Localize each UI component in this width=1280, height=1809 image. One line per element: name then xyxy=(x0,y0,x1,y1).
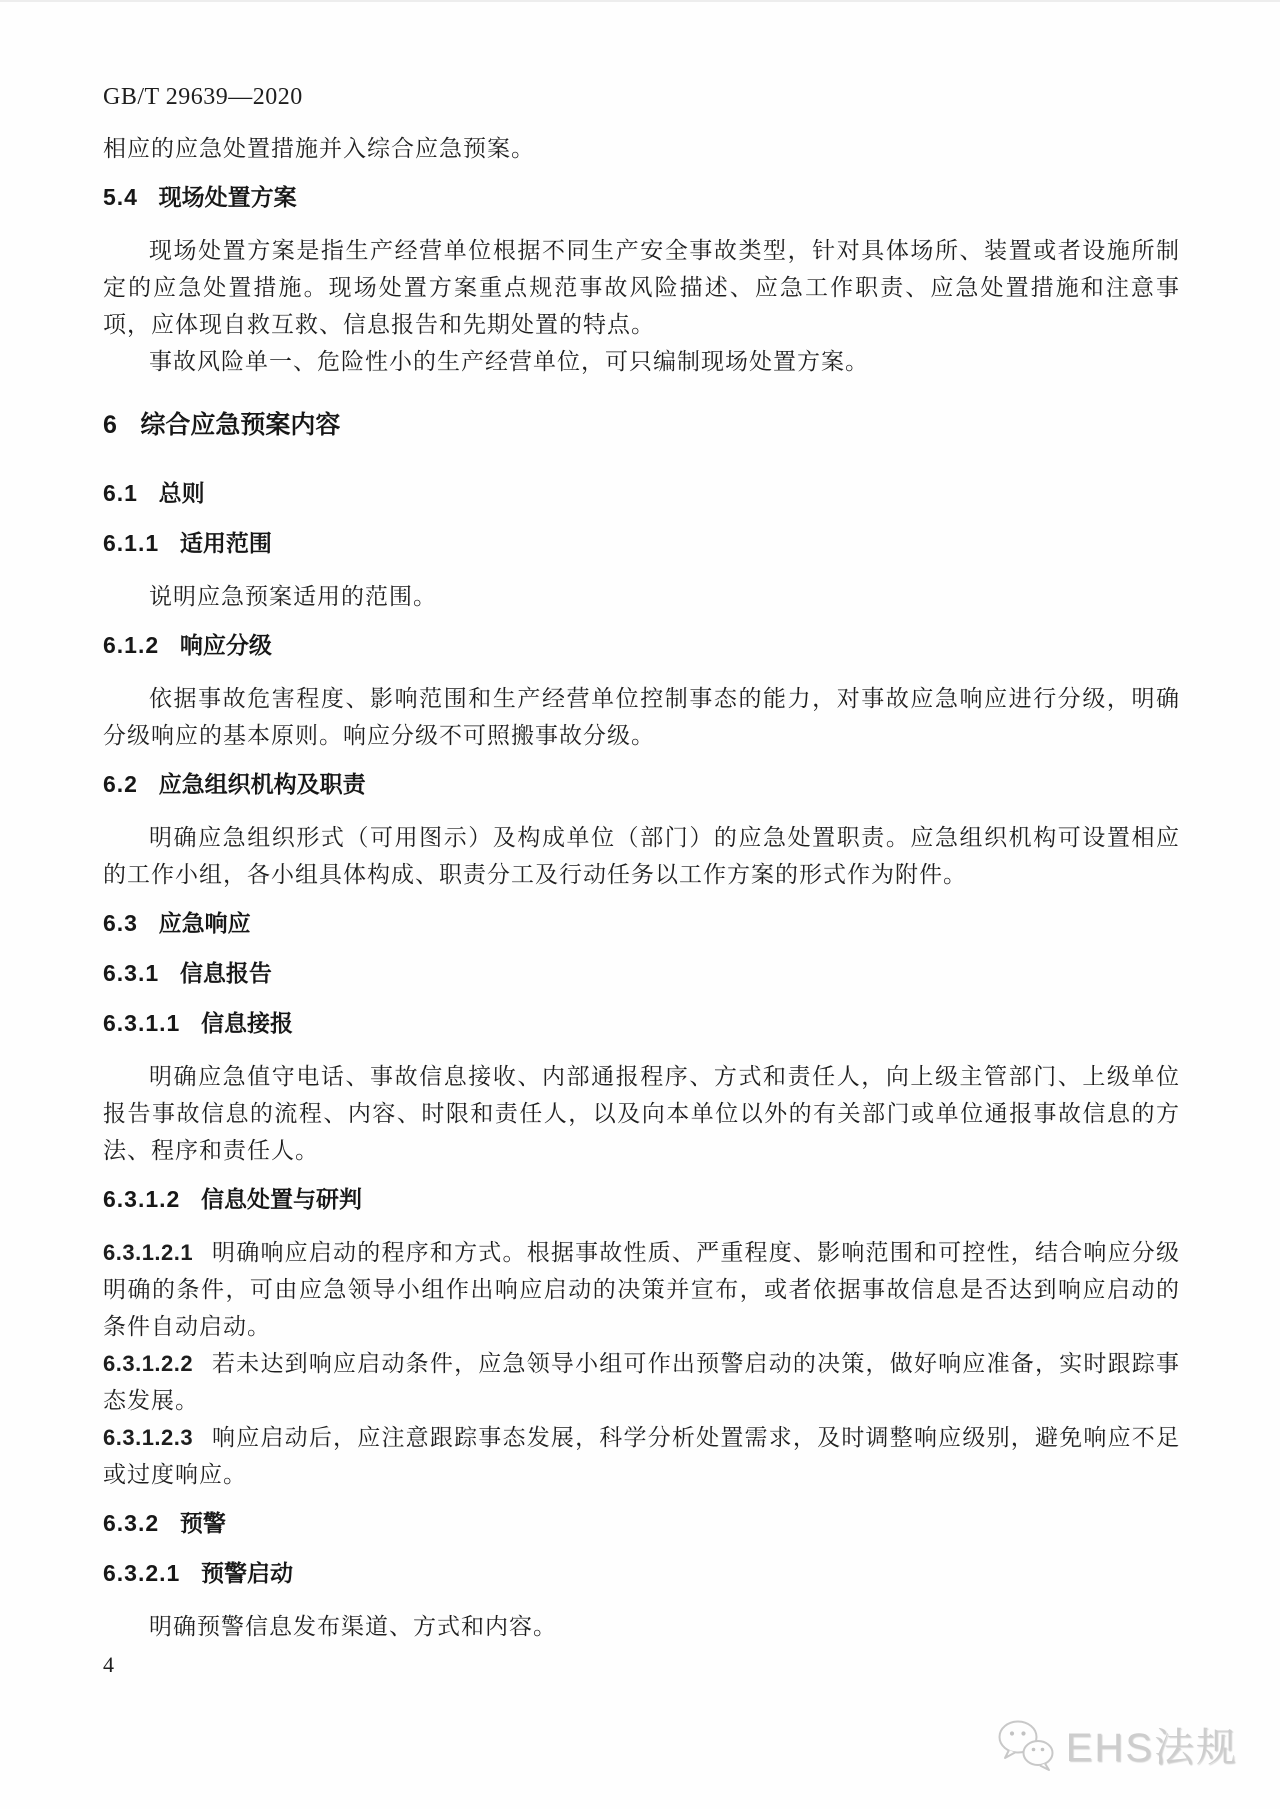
wechat-icon xyxy=(995,1718,1057,1772)
clause-6-3-1-2-1 xyxy=(103,1234,1180,1345)
heading-6-3-2 xyxy=(103,1508,1180,1538)
page-content xyxy=(0,2,1280,1683)
heading-title: 应急响应 xyxy=(158,910,251,936)
paragraph-carryover: 相应的应急处置措施并入综合应急预案。 xyxy=(103,136,535,161)
clause-number: 6.3.1.2.1 xyxy=(103,1240,194,1265)
heading-title: 总则 xyxy=(158,480,205,506)
heading-6-2 xyxy=(103,769,1180,799)
heading-title: 信息接报 xyxy=(201,1010,294,1036)
heading-title: 应急组织机构及职责 xyxy=(158,771,366,797)
heading-title: 信息处置与研判 xyxy=(201,1186,363,1212)
clause-text: 响应启动后，应注意跟踪事态发展，科学分析处置需求，及时调整响应级别，避免响应不足或过度响应。 xyxy=(103,1425,1180,1487)
heading-6-3-1 xyxy=(103,958,1180,988)
paragraph-5-4-a: 现场处置方案是指生产经营单位根据不同生产安全事故类型，针对具体场所、装置或者设施所制定的应急处置措施。现场处置方案重点规范事故风险描述、应急工作职责、应急处置措施和注意事项，应体现自救互救、信息报告和先期处置的特点。 xyxy=(103,238,1180,337)
heading-title: 适用范围 xyxy=(179,530,272,556)
paragraph-6-1-2: 依据事故危害程度、影响范围和生产经营单位控制事态的能力，对事故应急响应进行分级，明确分级响应的基本原则。响应分级不可照搬事故分级。 xyxy=(103,686,1180,748)
page-number: 4 xyxy=(103,1652,114,1677)
clause-number: 6.3.1.2.2 xyxy=(103,1351,194,1376)
paragraph-6-3-2-1: 明确预警信息发布渠道、方式和内容。 xyxy=(149,1614,557,1639)
heading-6-3-1-1 xyxy=(103,1008,1180,1038)
paragraph-6-2: 明确应急组织形式（可用图示）及构成单位（部门）的应急处置职责。应急组织机构可设置相应的工作小组，各小组具体构成、职责分工及行动任务以工作方案的形式作为附件。 xyxy=(103,825,1180,887)
clause-text: 明确响应启动的程序和方式。根据事故性质、严重程度、影响范围和可控性，结合响应分级明确的条件，可由应急领导小组作出响应启动的决策并宣布，或者依据事故信息是否达到响应启动的条件自动启动。 xyxy=(103,1240,1180,1339)
heading-number: 6.1.1 xyxy=(103,530,160,556)
heading-number: 6.3.2.1 xyxy=(103,1560,181,1586)
heading-number: 6.3.1.2 xyxy=(103,1186,181,1212)
heading-6-1 xyxy=(103,478,1180,508)
heading-number: 6.3.2 xyxy=(103,1510,160,1536)
clause-6-3-1-2-2 xyxy=(103,1345,1180,1419)
doc-number: GB/T 29639—2020 xyxy=(103,84,303,110)
heading-number: 6.1.2 xyxy=(103,632,160,658)
heading-title: 预警启动 xyxy=(201,1560,294,1586)
heading-title: 预警 xyxy=(179,1510,226,1536)
heading-number: 6.1 xyxy=(103,480,138,506)
heading-number: 6 xyxy=(103,411,118,439)
heading-6-1-2 xyxy=(103,630,1180,660)
paragraph-6-3-1-1: 明确应急值守电话、事故信息接收、内部通报程序、方式和责任人，向上级主管部门、上级单位报告事故信息的流程、内容、时限和责任人，以及向本单位以外的有关部门或单位通报事故信息的方法、程序和责任人。 xyxy=(103,1064,1180,1163)
heading-number: 5.4 xyxy=(103,184,138,210)
heading-title: 现场处置方案 xyxy=(158,184,297,210)
clause-text: 若未达到响应启动条件，应急领导小组可作出预警启动的决策，做好响应准备，实时跟踪事态发展。 xyxy=(103,1351,1180,1413)
heading-6 xyxy=(103,408,1180,442)
watermark-text: EHS法规 xyxy=(1065,1726,1238,1770)
watermark xyxy=(995,1716,1238,1773)
heading-title: 综合应急预案内容 xyxy=(140,411,341,439)
heading-6-3-1-2 xyxy=(103,1184,1180,1214)
heading-number: 6.2 xyxy=(103,771,138,797)
paragraph-5-4-b: 事故风险单一、危险性小的生产经营单位，可只编制现场处置方案。 xyxy=(149,349,869,374)
heading-title: 响应分级 xyxy=(179,632,272,658)
clause-number: 6.3.1.2.3 xyxy=(103,1425,194,1450)
heading-number: 6.3 xyxy=(103,910,138,936)
heading-number: 6.3.1 xyxy=(103,960,160,986)
heading-number: 6.3.1.1 xyxy=(103,1010,181,1036)
paragraph-6-1-1: 说明应急预案适用的范围。 xyxy=(149,584,437,609)
heading-5-4 xyxy=(103,182,1180,212)
heading-6-1-1 xyxy=(103,528,1180,558)
heading-6-3-2-1 xyxy=(103,1558,1180,1588)
heading-title: 信息报告 xyxy=(179,960,272,986)
clause-6-3-1-2-3 xyxy=(103,1419,1180,1493)
heading-6-3 xyxy=(103,908,1180,938)
